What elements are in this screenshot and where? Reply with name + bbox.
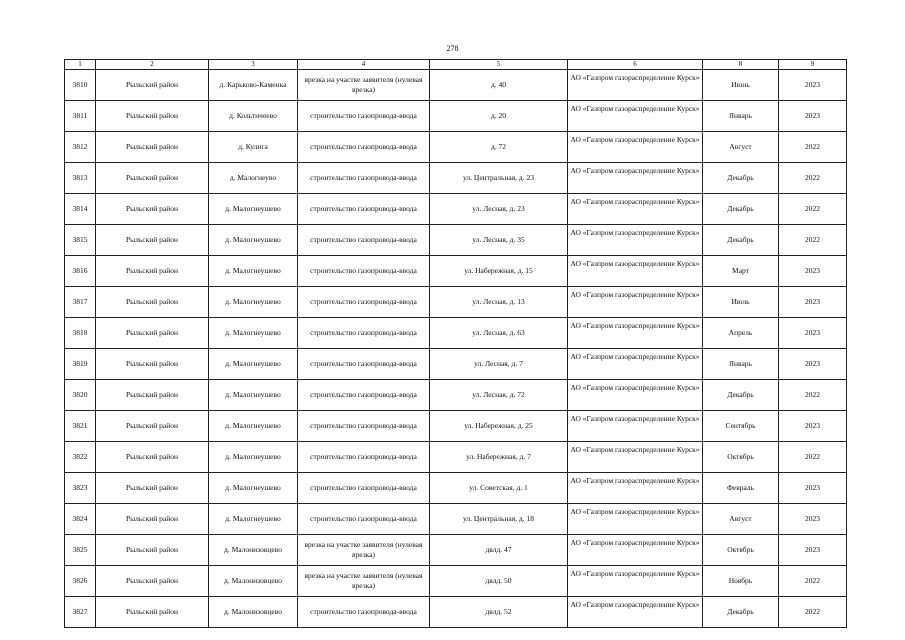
cell-number: 3814 [65,194,96,225]
cell-address: ул. Набережная, д. 7 [430,442,568,473]
cell-locality: д. Малогнеуво [209,163,298,194]
cell-work-type: строительство газопровода-ввода [298,504,430,535]
table-row [65,163,847,194]
cell-number: 3822 [65,442,96,473]
cell-organization: АО «Газпром газораспределение Курск» [568,473,703,504]
cell-month: Август [703,504,779,535]
cell-month: Декабрь [703,225,779,256]
table-row [65,101,847,132]
table-row [65,194,847,225]
cell-number: 3810 [65,70,96,101]
cell-month: Август [703,132,779,163]
cell-number: 3821 [65,411,96,442]
cell-locality: д. Малогнеушево [209,504,298,535]
cell-year: 2022 [779,380,847,411]
cell-work-type: строительство газопровода-ввода [298,101,430,132]
cell-address: ул. Лесная, д. 35 [430,225,568,256]
cell-address: ул. Советская, д. 1 [430,473,568,504]
cell-district: Рыльский район [96,442,209,473]
cell-address: д. 40 [430,70,568,101]
cell-number: 3826 [65,566,96,597]
cell-month: Октябрь [703,535,779,566]
column-header: 3 [209,60,298,70]
cell-district: Рыльский район [96,101,209,132]
cell-locality: д. Малогнеушево [209,194,298,225]
cell-organization: АО «Газпром газораспределение Курск» [568,380,703,411]
cell-work-type: строительство газопровода-ввода [298,380,430,411]
cell-locality: д. Малонизовцево [209,566,298,597]
table-row [65,473,847,504]
cell-number: 3816 [65,256,96,287]
column-header: 9 [779,60,847,70]
cell-district: Рыльский район [96,256,209,287]
cell-organization: АО «Газпром газораспределение Курск» [568,225,703,256]
column-header: 8 [703,60,779,70]
cell-address: ул. Лесная, д. 13 [430,287,568,318]
cell-organization: АО «Газпром газораспределение Курск» [568,132,703,163]
cell-number: 3827 [65,597,96,628]
cell-address: ул. Лесная, д. 7 [430,349,568,380]
table-row [65,349,847,380]
cell-district: Рыльский район [96,225,209,256]
cell-district: Рыльский район [96,349,209,380]
cell-locality: д. Кольтичеево [209,101,298,132]
cell-month: Июль [703,287,779,318]
cell-organization: АО «Газпром газораспределение Курск» [568,194,703,225]
table-row [65,504,847,535]
cell-address: двлд. 52 [430,597,568,628]
cell-organization: АО «Газпром газораспределение Курск» [568,256,703,287]
table-row [65,411,847,442]
cell-work-type: строительство газопровода-ввода [298,287,430,318]
cell-number: 3811 [65,101,96,132]
table-row [65,287,847,318]
table-row [65,256,847,287]
cell-number: 3817 [65,287,96,318]
cell-work-type: строительство газопровода-ввода [298,132,430,163]
cell-year: 2023 [779,473,847,504]
cell-locality: д. Малонизовцево [209,597,298,628]
cell-year: 2023 [779,411,847,442]
cell-year: 2023 [779,70,847,101]
cell-year: 2022 [779,194,847,225]
cell-month: Ноябрь [703,566,779,597]
column-header: 2 [96,60,209,70]
cell-work-type: строительство газопровода-ввода [298,318,430,349]
cell-work-type: врезка на участке заявителя (нулевая врезка) [298,70,430,101]
cell-organization: АО «Газпром газораспределение Курск» [568,349,703,380]
cell-year: 2022 [779,566,847,597]
cell-work-type: строительство газопровода-ввода [298,163,430,194]
table-row [65,442,847,473]
cell-organization: АО «Газпром газораспределение Курск» [568,318,703,349]
cell-month: Январь [703,349,779,380]
cell-address: ул. Лесная, д. 63 [430,318,568,349]
cell-organization: АО «Газпром газораспределение Курск» [568,442,703,473]
cell-number: 3824 [65,504,96,535]
column-header: 1 [65,60,96,70]
cell-work-type: строительство газопровода-ввода [298,225,430,256]
cell-locality: д. Малогнеушево [209,473,298,504]
table-row [65,597,847,628]
cell-address: ул. Набережная, д. 15 [430,256,568,287]
cell-year: 2023 [779,504,847,535]
table-row [65,566,847,597]
cell-month: Март [703,256,779,287]
cell-district: Рыльский район [96,566,209,597]
column-header: 4 [298,60,430,70]
table-row [65,318,847,349]
column-header: 6 [568,60,703,70]
cell-address: ул. Лесная, д. 72 [430,380,568,411]
cell-work-type: строительство газопровода-ввода [298,411,430,442]
table-row [65,225,847,256]
cell-year: 2023 [779,101,847,132]
cell-locality: д. Кулига [209,132,298,163]
cell-locality: д. Карьково-Каменка [209,70,298,101]
cell-year: 2023 [779,256,847,287]
cell-district: Рыльский район [96,163,209,194]
cell-address: д. 20 [430,101,568,132]
cell-locality: д. Малогнеушево [209,411,298,442]
cell-work-type: строительство газопровода-ввода [298,473,430,504]
cell-organization: АО «Газпром газораспределение Курск» [568,287,703,318]
cell-month: Январь [703,101,779,132]
cell-year: 2023 [779,535,847,566]
cell-work-type: строительство газопровода-ввода [298,349,430,380]
cell-locality: д. Малогнеушево [209,225,298,256]
cell-district: Рыльский район [96,287,209,318]
cell-locality: д. Малогнеушево [209,318,298,349]
cell-month: Декабрь [703,597,779,628]
cell-month: Декабрь [703,194,779,225]
cell-month: Апрель [703,318,779,349]
header-row [65,60,847,70]
cell-address: ул. Центральная, д. 23 [430,163,568,194]
cell-organization: АО «Газпром газораспределение Курск» [568,411,703,442]
data-table [64,59,847,628]
cell-number: 3819 [65,349,96,380]
cell-number: 3815 [65,225,96,256]
cell-work-type: врезка на участке заявителя (нулевая врезка) [298,566,430,597]
cell-address: ул. Набережная, д. 25 [430,411,568,442]
table-row [65,70,847,101]
cell-month: Июнь [703,70,779,101]
cell-address: д. 72 [430,132,568,163]
cell-year: 2023 [779,287,847,318]
cell-work-type: строительство газопровода-ввода [298,442,430,473]
cell-district: Рыльский район [96,504,209,535]
cell-year: 2022 [779,597,847,628]
cell-month: Октябрь [703,442,779,473]
cell-district: Рыльский район [96,411,209,442]
table-row [65,535,847,566]
table-row [65,380,847,411]
cell-year: 2023 [779,349,847,380]
cell-month: Декабрь [703,163,779,194]
cell-month: Февраль [703,473,779,504]
cell-district: Рыльский район [96,194,209,225]
cell-locality: д. Малогнеушево [209,380,298,411]
cell-work-type: строительство газопровода-ввода [298,256,430,287]
cell-organization: АО «Газпром газораспределение Курск» [568,70,703,101]
cell-organization: АО «Газпром газораспределение Курск» [568,101,703,132]
column-header: 5 [430,60,568,70]
cell-number: 3812 [65,132,96,163]
cell-address: ул. Лесная, д. 23 [430,194,568,225]
cell-month: Декабрь [703,380,779,411]
cell-locality: д. Малогнеушево [209,442,298,473]
cell-district: Рыльский район [96,70,209,101]
cell-address: двлд. 50 [430,566,568,597]
cell-district: Рыльский район [96,535,209,566]
cell-organization: АО «Газпром газораспределение Курск» [568,597,703,628]
cell-address: двлд. 47 [430,535,568,566]
cell-locality: д. Малогнеушево [209,349,298,380]
cell-number: 3823 [65,473,96,504]
cell-locality: д. Малонизовцево [209,535,298,566]
cell-year: 2022 [779,225,847,256]
cell-district: Рыльский район [96,380,209,411]
cell-organization: АО «Газпром газораспределение Курск» [568,566,703,597]
cell-number: 3818 [65,318,96,349]
cell-work-type: строительство газопровода-ввода [298,597,430,628]
cell-district: Рыльский район [96,318,209,349]
cell-year: 2022 [779,442,847,473]
cell-locality: д. Малогнеушево [209,256,298,287]
cell-work-type: врезка на участке заявителя (нулевая врезка) [298,535,430,566]
cell-district: Рыльский район [96,132,209,163]
cell-organization: АО «Газпром газораспределение Курск» [568,504,703,535]
cell-locality: д. Малогнеушево [209,287,298,318]
cell-organization: АО «Газпром газораспределение Курск» [568,535,703,566]
cell-year: 2022 [779,163,847,194]
cell-organization: АО «Газпром газораспределение Курск» [568,163,703,194]
cell-year: 2023 [779,318,847,349]
page-number: 278 [446,44,459,53]
cell-work-type: строительство газопровода-ввода [298,194,430,225]
cell-district: Рыльский район [96,597,209,628]
cell-district: Рыльский район [96,473,209,504]
cell-number: 3825 [65,535,96,566]
cell-year: 2022 [779,132,847,163]
cell-number: 3820 [65,380,96,411]
cell-address: ул. Центральная, д. 18 [430,504,568,535]
cell-number: 3813 [65,163,96,194]
table-row [65,132,847,163]
cell-month: Сентябрь [703,411,779,442]
